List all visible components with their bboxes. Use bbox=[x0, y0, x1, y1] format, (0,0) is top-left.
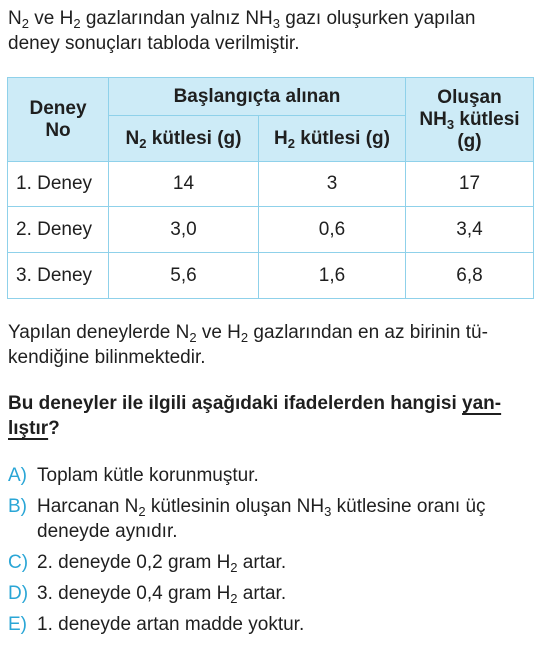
header-text bbox=[406, 109, 533, 131]
cell-nh3: 3,4 bbox=[406, 207, 534, 253]
option-text: artar. bbox=[237, 552, 287, 573]
subscript: 2 bbox=[73, 16, 81, 31]
table-header-row bbox=[8, 78, 534, 116]
paragraph-text: gazlarından en az birinin tü- bbox=[248, 322, 488, 343]
info-paragraph bbox=[8, 320, 533, 370]
question-text: Bu deneyler ile ilgili aşağıdaki ifadelerden hangisi bbox=[8, 393, 463, 414]
question-emphasis: yan- bbox=[462, 393, 502, 414]
header-n2-mass bbox=[109, 116, 259, 162]
cell-h2: 0,6 bbox=[259, 207, 406, 253]
option-text bbox=[37, 494, 533, 519]
table-row bbox=[8, 162, 534, 207]
option-d[interactable] bbox=[8, 581, 533, 606]
header-text: kütlesi (g) bbox=[146, 127, 242, 149]
cell-n2: 14 bbox=[109, 162, 259, 207]
intro-text: N bbox=[8, 8, 22, 29]
header-deney-no bbox=[8, 78, 109, 162]
header-h2-mass bbox=[259, 116, 406, 162]
experiment-table bbox=[7, 77, 534, 299]
header-text: kütlesi (g) bbox=[294, 127, 390, 149]
question-stem bbox=[8, 391, 533, 441]
intro-line-2: deney sonuçları tabloda verilmiştir. bbox=[8, 33, 300, 54]
subscript: 3 bbox=[272, 16, 281, 31]
option-text: deneyde aynıdır. bbox=[37, 521, 178, 542]
option-text: Harcanan N bbox=[37, 496, 139, 517]
option-text: artar. bbox=[237, 583, 287, 604]
row-label: 2. Deney bbox=[8, 207, 109, 253]
row-label: 3. Deney bbox=[8, 253, 109, 299]
subscript: 2 bbox=[21, 16, 29, 31]
option-text: kütlesinin oluşan NH bbox=[145, 496, 325, 517]
option-text: Toplam kütle korunmuştur. bbox=[37, 465, 259, 486]
header-text: H bbox=[274, 127, 288, 149]
row-label: 1. Deney bbox=[8, 162, 109, 207]
header-text: NH bbox=[419, 108, 447, 130]
intro-line-1 bbox=[8, 6, 533, 31]
intro-text: gazı oluşurken yapılan bbox=[280, 8, 476, 29]
header-nh3 bbox=[406, 78, 534, 162]
paragraph-line-1 bbox=[8, 320, 533, 345]
subscript: 2 bbox=[189, 330, 197, 345]
question-text: ? bbox=[48, 418, 60, 439]
header-text: N bbox=[125, 127, 140, 149]
cell-nh3: 6,8 bbox=[406, 253, 534, 299]
option-text: 3. deneyde 0,4 gram H bbox=[37, 583, 231, 604]
option-letter: C) bbox=[8, 552, 29, 573]
subscript: 2 bbox=[139, 135, 147, 151]
header-text: (g) bbox=[457, 130, 482, 152]
cell-nh3: 17 bbox=[406, 162, 534, 207]
header-text: kütlesi bbox=[454, 108, 520, 130]
header-baslangic: Başlangıçta alınan bbox=[109, 78, 406, 116]
paragraph-text: ve H bbox=[196, 322, 241, 343]
option-e[interactable] bbox=[8, 612, 533, 637]
cell-n2: 3,0 bbox=[109, 207, 259, 253]
question-emphasis: lıştır bbox=[8, 418, 49, 439]
intro-text: ve H bbox=[28, 8, 74, 29]
cell-n2: 5,6 bbox=[109, 253, 259, 299]
option-letter: A) bbox=[8, 465, 27, 486]
option-b[interactable] bbox=[8, 494, 533, 544]
subscript: 2 bbox=[287, 135, 295, 151]
paragraph-line-2: kendiğine bilinmektedir. bbox=[8, 347, 206, 368]
option-letter: D) bbox=[8, 583, 29, 604]
question-line-2 bbox=[8, 416, 533, 441]
option-text: kütlesine oranı üç bbox=[331, 496, 486, 517]
subscript: 2 bbox=[240, 330, 249, 345]
intro-text: gazlarından yalnız NH bbox=[80, 8, 273, 29]
option-text: 1. deneyde artan madde yoktur. bbox=[37, 614, 305, 635]
option-a[interactable] bbox=[8, 463, 533, 488]
cell-h2: 3 bbox=[259, 162, 406, 207]
option-letter: E) bbox=[8, 614, 27, 635]
question-intro bbox=[8, 6, 533, 56]
header-text: No bbox=[45, 119, 71, 141]
subscript: 3 bbox=[324, 504, 332, 519]
header-text: Oluşan bbox=[437, 86, 502, 108]
question-line-1 bbox=[8, 391, 533, 416]
header-text: Deney bbox=[29, 97, 87, 119]
subscript: 2 bbox=[230, 560, 238, 575]
table-row bbox=[8, 207, 534, 253]
paragraph-text: Yapılan deneylerde N bbox=[8, 322, 190, 343]
option-text: 2. deneyde 0,2 gram H bbox=[37, 552, 231, 573]
option-c[interactable] bbox=[8, 550, 533, 575]
answer-options bbox=[8, 463, 533, 643]
table-row bbox=[8, 253, 534, 299]
option-letter: B) bbox=[8, 496, 27, 517]
subscript: 2 bbox=[138, 504, 146, 519]
subscript: 3 bbox=[446, 116, 455, 132]
subscript: 2 bbox=[230, 591, 238, 606]
cell-h2: 1,6 bbox=[259, 253, 406, 299]
